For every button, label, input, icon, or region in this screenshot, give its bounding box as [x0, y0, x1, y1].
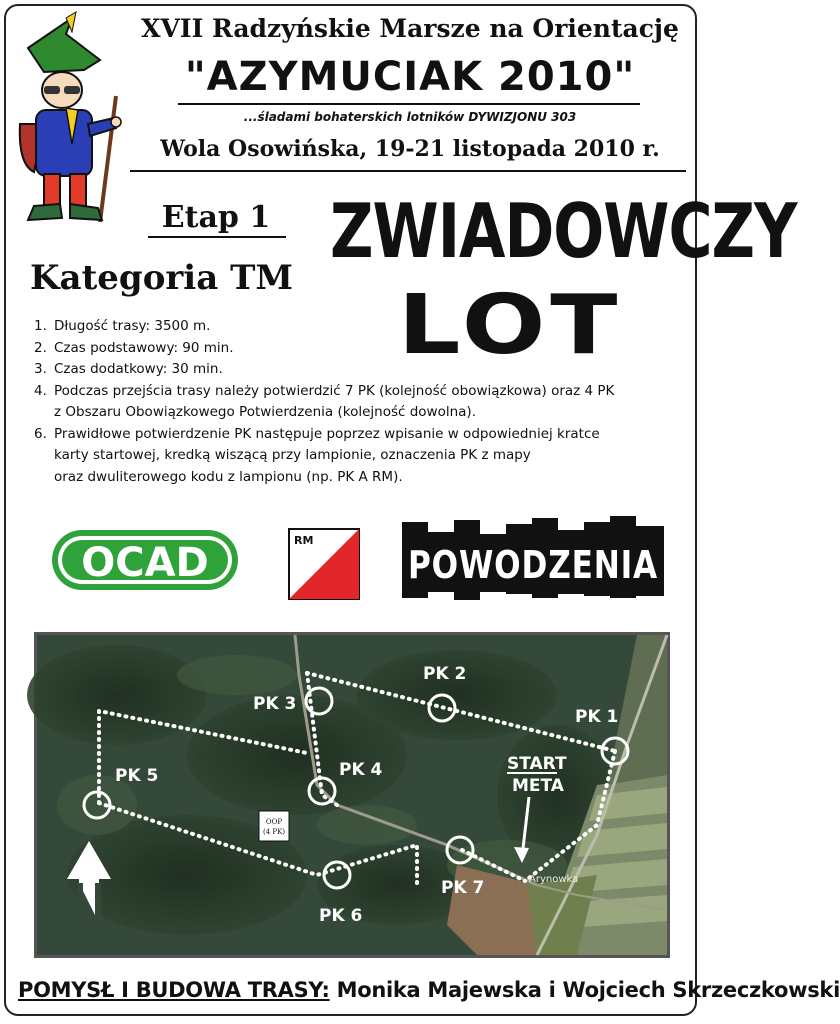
credits-label: POMYSŁ I BUDOWA TRASY:	[18, 978, 330, 1002]
rule-number: 1.	[34, 318, 47, 334]
credits-authors: Monika Majewska i Wojciech Skrzeczkowski	[336, 978, 840, 1002]
header-divider	[130, 170, 686, 172]
title-divider	[178, 103, 640, 105]
rule-number: 2.	[34, 339, 47, 356]
checkpoint-label-pk7: PK 7	[441, 878, 485, 898]
oop-count: (4 PK)	[262, 828, 286, 836]
rm-logo	[288, 528, 360, 600]
start-label: START	[507, 754, 567, 774]
stage-name-line1: ZWIADOWCZY	[330, 188, 797, 276]
ocad-logo	[50, 520, 240, 600]
stage-number: Etap 1	[161, 200, 271, 235]
hiker-mascot-illustration	[14, 14, 124, 226]
stage-name-line2: LOT	[397, 278, 623, 373]
rule-number: 3.	[34, 361, 47, 377]
powodzenia-banner	[398, 512, 668, 602]
checkpoint-label-pk1: PK 1	[575, 707, 619, 727]
village-label: Arynowka	[529, 874, 579, 885]
rule-text: Czas podstawowy: 90 min.	[54, 339, 234, 356]
rules-list	[34, 316, 674, 488]
rule-item	[34, 338, 674, 360]
rule-text: Długość trasy: 3500 m.	[54, 318, 211, 334]
rule-number: 6.	[34, 425, 47, 442]
rule-text: Czas dodatkowy: 30 min.	[54, 361, 223, 377]
checkpoint-label-pk6: PK 6	[319, 906, 363, 926]
oop-box	[259, 811, 289, 841]
rule-item	[34, 424, 674, 489]
event-title: XVII Radzyńskie Marsze na Orientację	[141, 14, 679, 43]
rule-text: oraz dwuliterowego kodu z lampionu (np. PK A RM).	[54, 468, 403, 485]
ocad-logo-text: OCAD	[81, 540, 209, 586]
event-subtitle: ...śladami bohaterskich lotników DYWIZJONU 303	[243, 110, 577, 124]
rule-text: karty startowej, kredką wiszącą przy lampionie, oznaczenia PK z mapy	[54, 447, 531, 463]
powodzenia-text: POWODZENIA	[408, 543, 658, 587]
rule-text: Prawidłowe potwierdzenie PK następuje poprzez wpisanie w odpowiedniej kratce	[54, 425, 600, 442]
category-title: Kategoria TM	[30, 258, 294, 298]
oop-label: OOP	[265, 818, 283, 826]
event-name: "AZYMUCIAK 2010"	[184, 54, 636, 100]
rule-number: 4.	[34, 382, 47, 399]
rm-logo-text: RM	[294, 534, 314, 547]
checkpoint-label-pk4: PK 4	[339, 760, 383, 780]
route-map	[34, 632, 670, 958]
rule-item	[34, 381, 674, 424]
rule-item	[34, 316, 674, 338]
finish-label: META	[512, 776, 564, 796]
checkpoint-label-pk3: PK 3	[253, 694, 297, 714]
rule-text: z Obszaru Obowiązkowego Potwierdzenia (kolejność dowolna).	[54, 404, 476, 420]
checkpoint-label-pk2: PK 2	[423, 664, 467, 684]
map-canvas	[37, 635, 667, 955]
rule-text: Podczas przejścia trasy należy potwierdzić 7 PK (kolejność obowiązkowa) oraz 4 PK	[54, 382, 615, 399]
event-place-date: Wola Osowińska, 19-21 listopada 2010 r.	[160, 136, 660, 162]
rule-item	[34, 359, 674, 381]
route-credits	[18, 978, 840, 1002]
stage-underline	[148, 236, 286, 238]
checkpoint-label-pk5: PK 5	[115, 766, 159, 786]
